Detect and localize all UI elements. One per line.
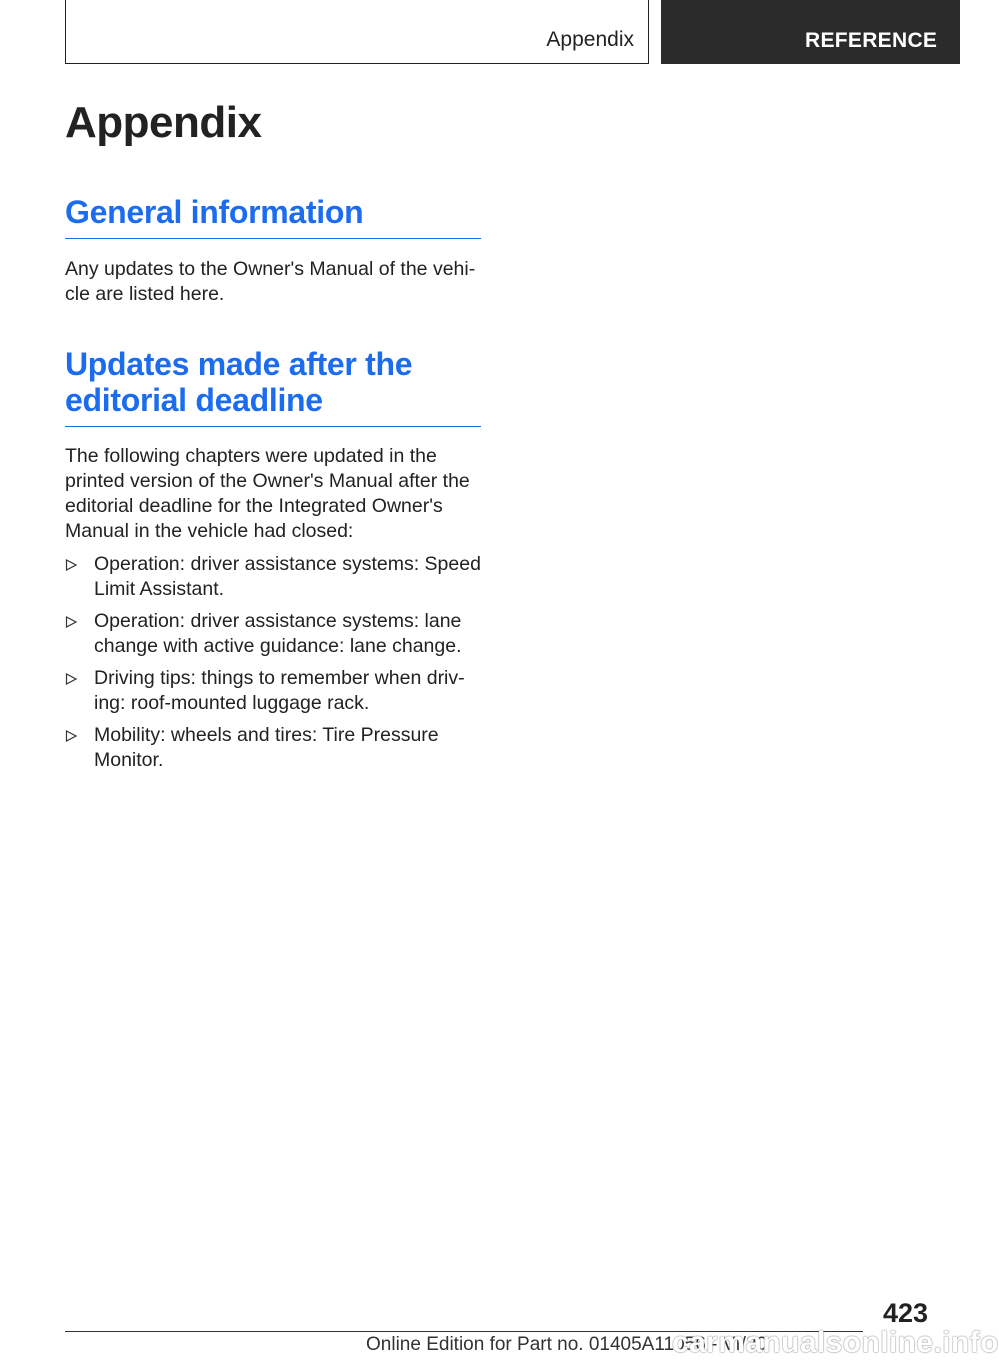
list-item-text: Operation: driver assistance systems: Speed Limit Assistant. bbox=[94, 553, 481, 600]
list-item-text: Mobility: wheels and tires: Tire Pressure Monitor. bbox=[94, 724, 439, 771]
list-item bbox=[65, 666, 481, 716]
triangle-bullet-icon bbox=[65, 559, 77, 571]
triangle-bullet-icon bbox=[65, 616, 77, 628]
list-item bbox=[65, 552, 481, 602]
list-item bbox=[65, 723, 481, 773]
header-section-tab bbox=[65, 0, 649, 64]
list-item-text: Operation: driver assistance systems: lane change with active guidance: lane change. bbox=[94, 610, 462, 657]
page-title: Appendix bbox=[65, 98, 262, 147]
list-item-text: Driving tips: things to remember when driv-ing: roof-mounted luggage rack. bbox=[94, 667, 465, 714]
general-information-heading: General information bbox=[65, 194, 481, 239]
updates-intro: The following chapters were updated in the printed version of the Owner's Manual after the editorial deadline for the Integrated Owner's Manual in the vehicle had closed: bbox=[65, 445, 470, 542]
page-number: 423 bbox=[882, 1298, 928, 1328]
general-information-text-content: Any updates to the Owner's Manual of the vehi-cle are listed here. bbox=[65, 258, 476, 305]
triangle-bullet-icon bbox=[65, 673, 77, 685]
header-section-label: Appendix bbox=[546, 28, 634, 51]
list-item bbox=[65, 609, 481, 659]
watermark: carmanualsonline.info bbox=[672, 1326, 999, 1359]
header-chapter-label: REFERENCE bbox=[805, 29, 938, 52]
header-chapter-tab bbox=[661, 0, 960, 64]
footer-edition: Online Edition for Part no. 01405A11056 - VI/20 bbox=[366, 1334, 768, 1355]
updates-list bbox=[65, 552, 481, 780]
updates-heading: Updates made after the editorial deadline bbox=[65, 346, 481, 427]
general-information-text bbox=[65, 257, 481, 307]
triangle-bullet-icon bbox=[65, 730, 77, 742]
